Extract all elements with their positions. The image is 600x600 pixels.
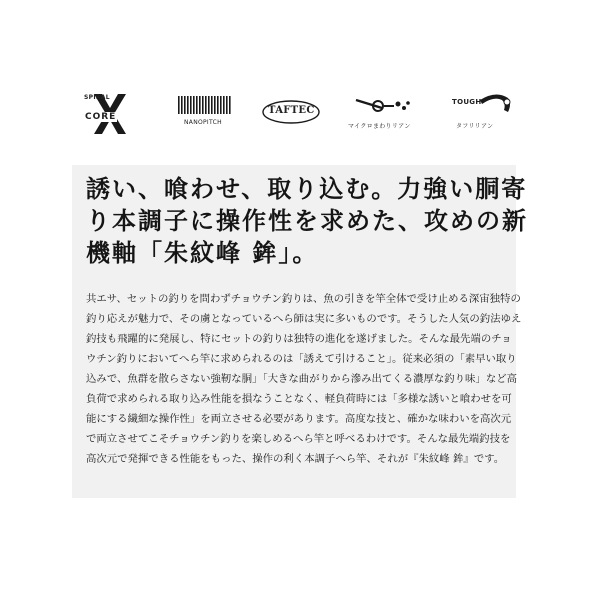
headline-line: 機軸「朱紋峰 鉾」。 — [86, 239, 319, 267]
body-line: 共エサ、セットの釣りを問わずチョウチン釣りは、魚の引きを竿全体で受け止める深宙独特の — [86, 293, 521, 305]
body-line: 負荷で求められる取り込み性能を損なうことなく、軽負荷時には「多様な誘いと喰わせを可 — [86, 393, 512, 405]
technology-icons-row — [80, 86, 525, 138]
micro-guide-icon — [346, 86, 416, 120]
body-line: ウチン釣りにおいてへら竿に求められるのは「誘えて引けること」。従来必須の「素早い取り — [86, 353, 517, 365]
nanopitch-icon — [172, 86, 238, 116]
body-paragraph — [86, 289, 522, 469]
taftec-logo — [260, 86, 322, 138]
body-line: で両立させてこそチョウチン釣りを楽しめるへら竿と呼べるわけです。そんな最先端釣技を — [86, 433, 511, 445]
headline-line: り本調子に操作性を求めた、攻めの新 — [86, 207, 528, 235]
headline — [86, 173, 528, 269]
headline-line: 誘い、喰わせ、取り込む。力強い胴寄 — [86, 175, 528, 203]
taftec-label: TAFTEC — [268, 105, 315, 116]
core-label: CORE — [85, 112, 117, 122]
micro-guide-label: マイクロまわりリアン — [348, 123, 411, 130]
tough-guide-logo — [446, 86, 520, 138]
spiral-x-core-logo — [80, 86, 136, 138]
nanopitch-label: NANOPITCH — [184, 119, 222, 126]
body-line: 能にする繊細な操作性」を両立させる必要があります。高度な技と、確かな味わいを高次元 — [86, 413, 512, 425]
tough-guide-label: タフリリアン — [456, 123, 494, 130]
spiral-label: SPIRAL — [84, 94, 110, 101]
body-line: 高次元で発揮できる性能をもった、操作の利く本調子へら竿、それが『朱紋峰 鉾』です。 — [86, 453, 505, 465]
description-panel — [72, 165, 528, 498]
body-line: 釣り応えが魅力で、その虜となっているへら師は実に多いものです。そうした人気の釣法ゆえ — [86, 313, 522, 325]
nanopitch-logo — [172, 86, 238, 138]
tough-title: TOUGH — [452, 98, 482, 106]
body-line: 釣技も飛躍的に発展し、特にセットの釣りは独特の進化を遂げました。そんな最先端のチョ — [86, 333, 512, 345]
micro-guide-logo — [346, 86, 416, 138]
body-line: 込みで、魚群を散らさない強靭な胴」「大きな曲がりから滲み出てくる濃厚な釣り味」など高 — [86, 373, 517, 385]
